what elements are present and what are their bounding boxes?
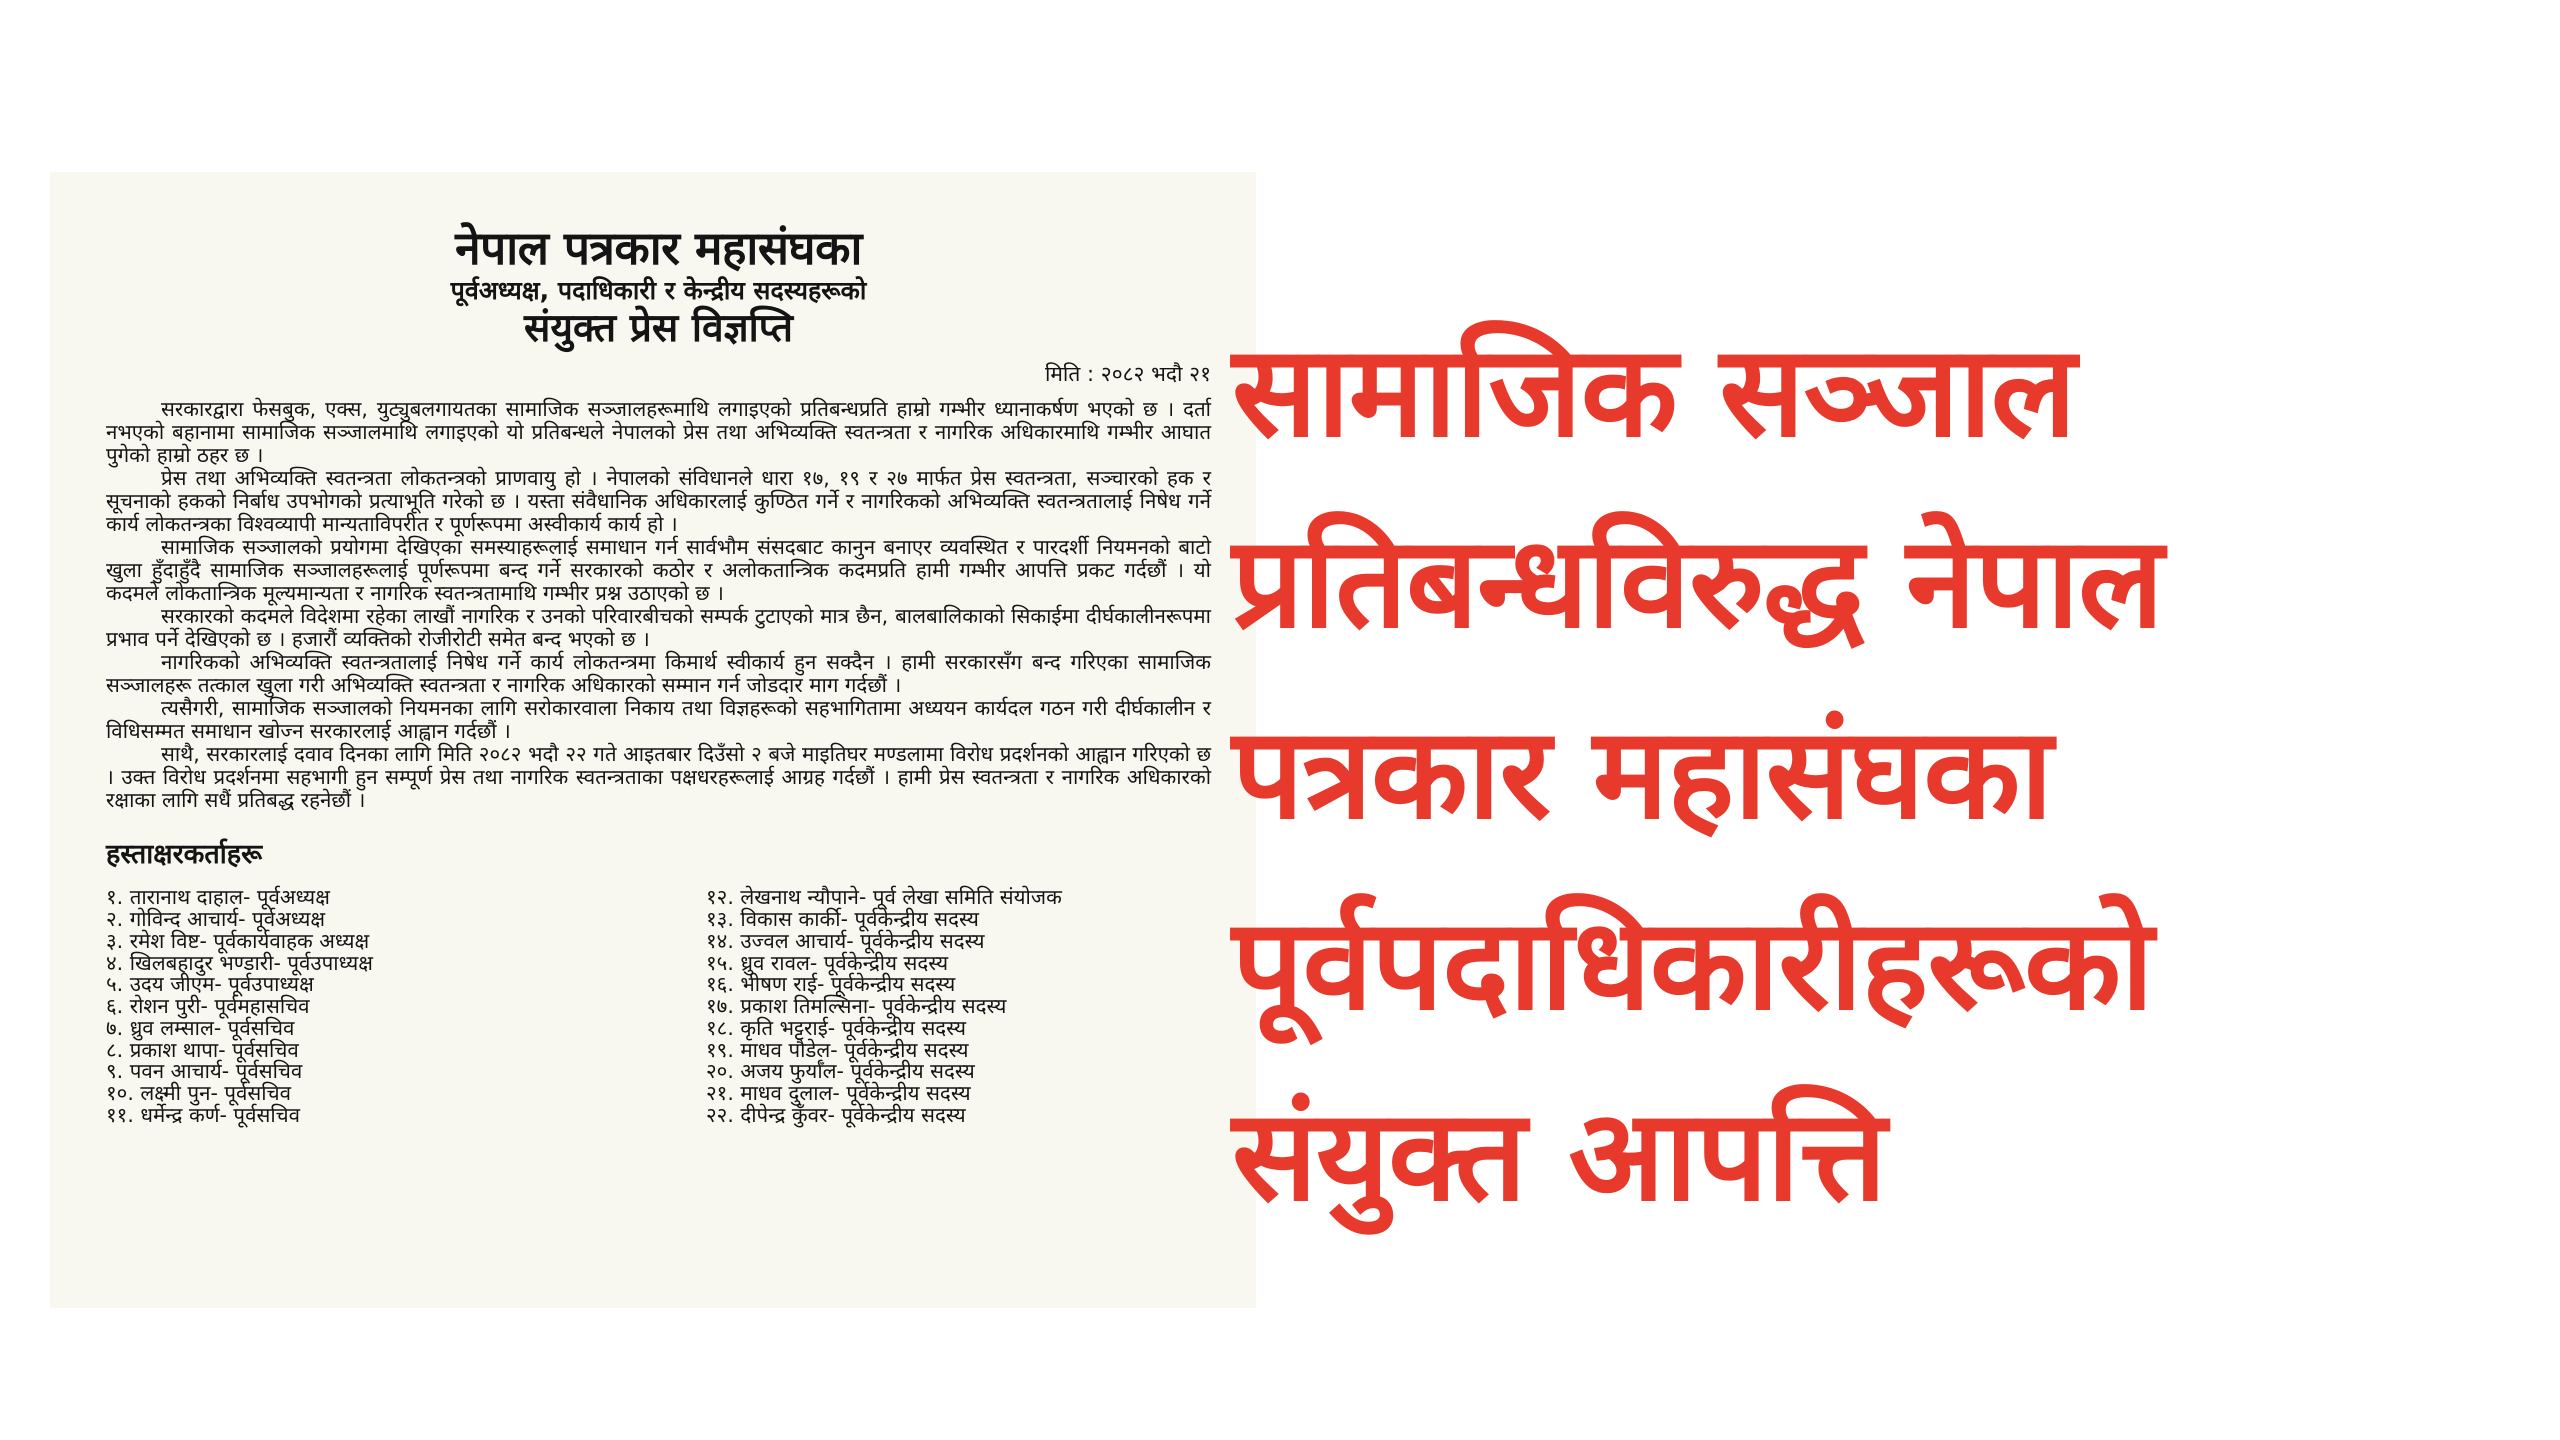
signatory: १९. माधव पौडेल- पूर्वकेन्द्रीय सदस्य [706, 1037, 969, 1062]
signatory: ६. रोशन पुरी- पूर्वमहासचिव [106, 994, 310, 1019]
paragraph: सामाजिक सञ्जालको प्रयोगमा देखिएका समस्याहरूलाई समाधान गर्न सार्वभौम संसदबाट कानुन बनाएर व्यवस्थित र पारदर्शी नियमनको बाटो खुला हुँदाहुँदै सामाजिक सञ्जालहरूलाई पूर्णरूपमा बन्द गर्ने सरकारको कठोर र अलोकतान्त्रिक कदमप्रति हामी गम्भीर आपत्ति प्रकट गर्दछौं । यो कदमले लोकतान्त्रिक मूल्यमान्यता र नागरिक स्वतन्त्रतामाथि गम्भीर प्रश्न उठाएको छ । [106, 535, 1211, 606]
paragraph: त्यसैगरी, सामाजिक सञ्जालको नियमनका लागि सरोकारवाला निकाय तथा विज्ञहरूको सहभागितामा अध्ययन कार्यदल गठन गरी दीर्घकालीन र विधिसम्मत समाधान खोज्न सरकारलाई आह्वान गर्दछौं । [106, 696, 1211, 744]
headline-line: संयुक्त आपत्ति [1232, 1082, 1886, 1229]
signatory: १६. भीषण राई- पूर्वकेन्द्रीय सदस्य [706, 972, 956, 997]
signatories-column-left [106, 887, 706, 1127]
signatory: २०. अजय फुर्याँल- पूर्वकेन्द्रीय सदस्य [706, 1059, 975, 1084]
signatory: १५. ध्रुव रावल- पूर्वकेन्द्रीय सदस्य [706, 950, 949, 975]
press-release-scan [50, 172, 1256, 1308]
signatory: २२. दीपेन्द्र कुँवर- पूर्वकेन्द्रीय सदस्य [706, 1103, 966, 1128]
paragraph: सरकारको कदमले विदेशमा रहेका लाखौं नागरिक र उनको परिवारबीचको सम्पर्क टुटाएको मात्र छैन, बालबालिकाको सिकाईमा दीर्घकालीनरूपमा प्रभाव पर्ने देखिएको छ । हजारौं व्यक्तिको रोजीरोटी समेत बन्द भएको छ । [106, 604, 1211, 652]
headline-line: प्रतिबन्धविरुद्ध नेपाल [1232, 509, 2163, 656]
signatories-column-right [706, 887, 1211, 1127]
signatory: २. गोविन्द आचार्य- पूर्वअध्यक्ष [106, 906, 326, 931]
org-title: नेपाल पत्रकार महासंघका [455, 221, 862, 275]
signatory: ८. प्रकाश थापा- पूर्वसचिव [106, 1037, 299, 1062]
paragraph: सरकारद्वारा फेसबुक, एक्स, युट्युबलगायतका सामाजिक सञ्जालहरूमाथि लगाइएको प्रतिबन्धप्रति हाम्रो गम्भीर ध्यानाकर्षण भएको छ । दर्ता नभएको बहानामा सामाजिक सञ्जालमाथि लगाइएको यो प्रतिबन्धले नेपालको प्रेस तथा अभिव्यक्ति स्वतन्त्रता र नागरिक अधिकारमाथि गम्भीर आघात पुगेको हाम्रो ठहर छ । [106, 397, 1211, 468]
press-release-content [50, 172, 1256, 1127]
paragraph: साथै, सरकारलाई दवाव दिनका लागि मिति २०८२ भदौ २२ गते आइतबार दिउँसो २ बजे माइतिघर मण्डलामा विरोध प्रदर्शनको आह्वान गरिएको छ । उक्त विरोध प्रदर्शनमा सहभागी हुन सम्पूर्ण प्रेस तथा नागरिक स्वतन्त्रताका पक्षधरहरूलाई आग्रह गर्दछौं । हामी प्रेस स्वतन्त्रता र नागरिक अधिकारको रक्षाका लागि सधैं प्रतिबद्ध रहनेछौं । [106, 742, 1211, 813]
signatory: २१. माधव दुलाल- पूर्वकेन्द्रीय सदस्य [706, 1081, 971, 1106]
signatory: ५. उदय जीएम- पूर्वउपाध्यक्ष [106, 972, 314, 997]
signatory: १७. प्रकाश तिमल्सिना- पूर्वकेन्द्रीय सदस्य [706, 994, 1007, 1019]
signatory: १३. विकास कार्की- पूर्वकेन्द्रीय सदस्य [706, 906, 979, 931]
signatory: १०. लक्ष्मी पुन- पूर्वसचिव [106, 1081, 292, 1106]
signatory: १. तारानाथ दाहाल- पूर्वअध्यक्ष [106, 885, 330, 910]
signatory: १२. लेखनाथ न्यौपाने- पूर्व लेखा समिति संयोजक [706, 885, 1062, 910]
signatories-list [106, 887, 1211, 1127]
paragraph: प्रेस तथा अभिव्यक्ति स्वतन्त्रता लोकतन्त्रको प्राणवायु हो । नेपालको संविधानले धारा १७, १९ र २७ मार्फत प्रेस स्वतन्त्रता, सञ्चारको हक र सूचनाको हकको निर्बाध उपभोगको प्रत्याभूति गरेको छ । यस्ता संवैधानिक अधिकारलाई कुण्ठित गर्ने र नागरिकको अभिव्यक्ति स्वतन्त्रतालाई निषेध गर्ने कार्य लोकतन्त्रका विश्वव्यापी मान्यताविपरीत र पूर्णरूपमा अस्वीकार्य कार्य हो । [106, 466, 1211, 537]
headline-line: सामाजिक सञ्जाल [1232, 318, 2076, 465]
signatory: ७. ध्रुव लम्साल- पूर्वसचिव [106, 1015, 295, 1040]
signatories-heading: हस्ताक्षरकर्ताहरू [106, 839, 263, 871]
headline-line: पत्रकार महासंघका [1232, 700, 2052, 847]
org-subtitle: पूर्वअध्यक्ष, पदाधिकारी र केन्द्रीय सदस्यहरूको [450, 275, 867, 305]
signatory: १४. उज्वल आचार्य- पूर्वकेन्द्रीय सदस्य [706, 928, 985, 953]
headline-line: पूर्वपदाधिकारीहरूको [1232, 891, 2153, 1038]
signatory: ११. धर्मेन्द्र कर्ण- पूर्वसचिव [106, 1103, 301, 1128]
signatory: ४. खिलबहादुर भण्डारी- पूर्वउपाध्यक्ष [106, 950, 373, 975]
signatory: ३. रमेश विष्ट- पूर्वकार्यवाहक अध्यक्ष [106, 928, 370, 953]
headline [1232, 296, 2560, 1251]
date-line: मिति : २०८२ भदौ २१ [1044, 362, 1211, 387]
document-type-title: संयुक्त प्रेस विज्ञप्ति [524, 306, 793, 352]
signatory: ९. पवन आचार्य- पूर्वसचिव [106, 1059, 303, 1084]
body-text [106, 398, 1211, 812]
paragraph: नागरिकको अभिव्यक्ति स्वतन्त्रतालाई निषेध गर्ने कार्य लोकतन्त्रमा किमार्थ स्वीकार्य हुन सक्दैन । हामी सरकारसँग बन्द गरिएका सामाजिक सञ्जालहरू तत्काल खुला गरी अभिव्यक्ति स्वतन्त्रता र नागरिक अधिकारको सम्मान गर्न जोडदार माग गर्दछौं । [106, 650, 1211, 698]
signatory: १८. कृति भट्टराई- पूर्वकेन्द्रीय सदस्य [706, 1015, 967, 1040]
